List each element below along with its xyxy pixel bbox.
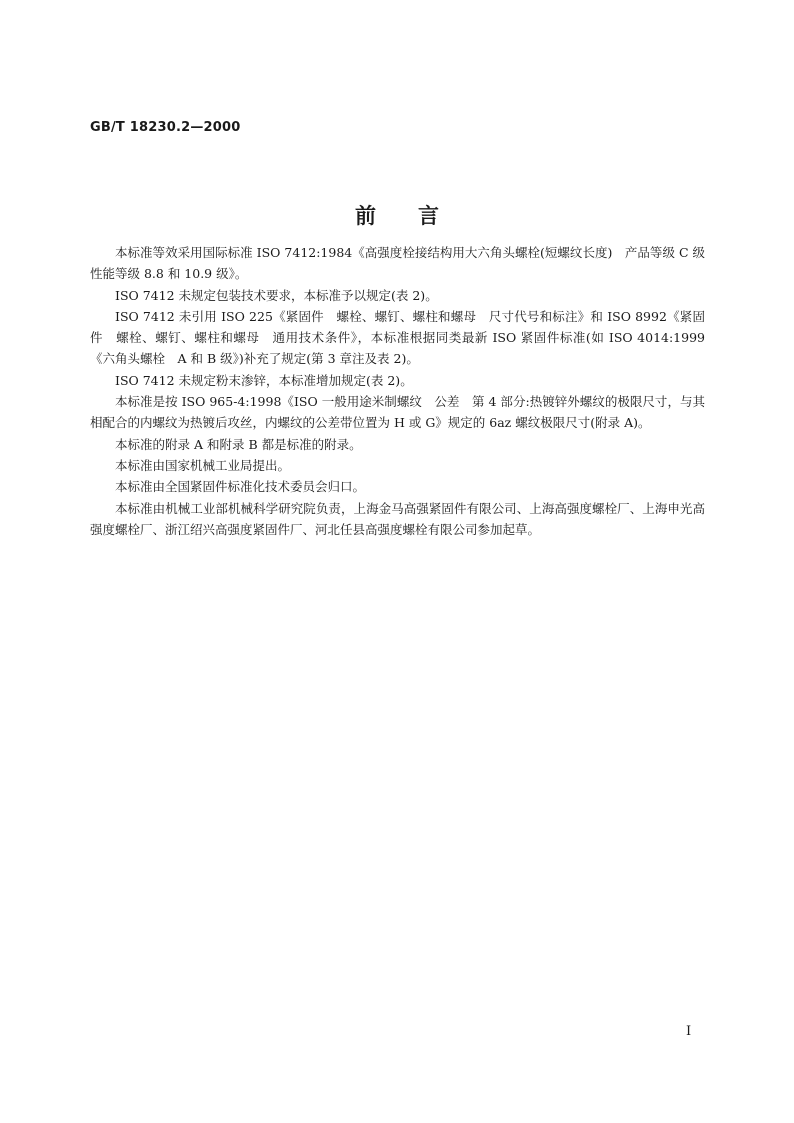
page-title: 前言 (355, 204, 481, 228)
paragraph-packaging: ISO 7412 未规定包装技术要求，本标准予以规定(表 2)。 (115, 287, 438, 303)
paragraph-zinc-powder: ISO 7412 未规定粉末渗锌，本标准增加规定(表 2)。 (115, 372, 413, 388)
paragraph-drafted-by: 本标准由机械工业部机械科学研究院负责，上海金马高强紧固件有限公司、上海高强度螺栓厂、上海申光高强度螺栓厂、浙江绍兴高强度紧固件厂、河北任县高强度螺栓有限公司参加起草。 (90, 500, 705, 537)
paragraph-thread-limits: 本标准是按 ISO 965-4:1998《ISO 一般用途米制螺纹 公差 第 4 部分:热镀锌外螺纹的极限尺寸，与其相配合的内螺纹为热镀后攻丝，内螺纹的公差带位置为 H 或 G》规定的 6az 螺纹极限尺寸(附录 A)。 (90, 394, 705, 431)
paragraph-annexes: 本标准的附录 A 和附录 B 都是标准的附录。 (115, 436, 362, 452)
paragraph-equivalence: 本标准等效采用国际标准 ISO 7412:1984《高强度栓接结构用大六角头螺栓(短螺纹长度) 产品等级 C 级 性能等级 8.8 和 10.9 级》。 (90, 245, 718, 282)
paragraph-references: ISO 7412 未引用 ISO 225《紧固件 螺栓、螺钉、螺柱和螺母 尺寸代号和标注》和 ISO 8992《紧固件 螺栓、螺钉、螺柱和螺母 通用技术条件》，本标准根据同类最新 ISO 紧固件标准(如 ISO 4014:1999《六角头螺栓 A 和 B 级》)补充了规定(第 3 章注及表 2)。 (90, 308, 705, 367)
paragraph-proposed-by: 本标准由国家机械工业局提出。 (115, 457, 291, 473)
page-number: I (686, 1024, 692, 1039)
standard-code: GB/T 18230.2—2000 (90, 120, 241, 135)
paragraph-centralized-by: 本标准由全国紧固件标准化技术委员会归口。 (115, 479, 366, 495)
foreword-body (90, 242, 718, 540)
